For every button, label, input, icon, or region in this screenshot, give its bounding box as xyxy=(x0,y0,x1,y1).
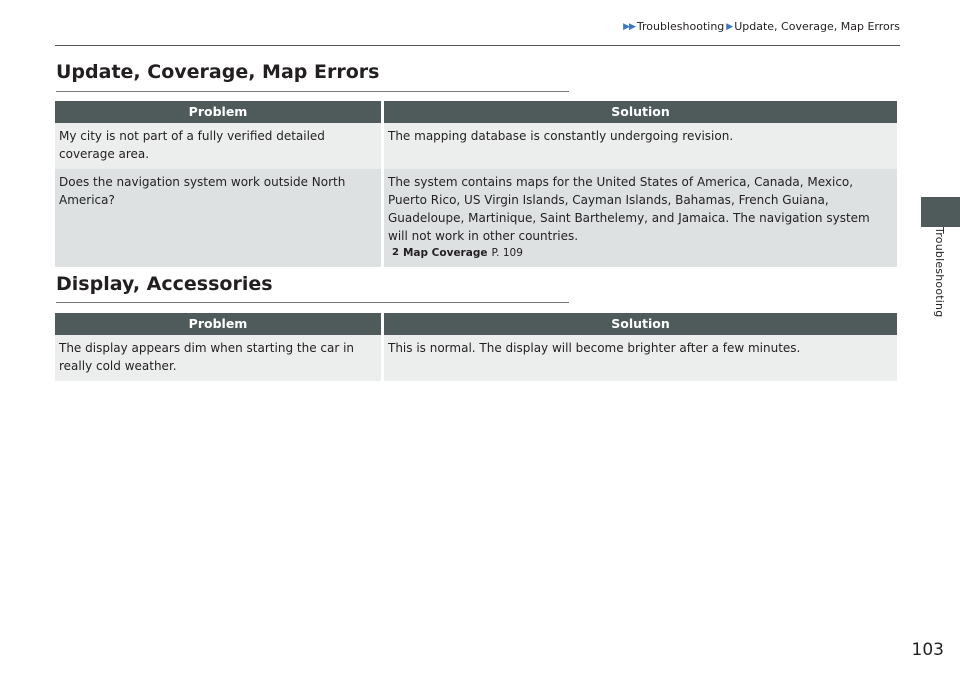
solution-text: The system contains maps for the United States of America, Canada, Mexico, Puerto Rico, US Virgin Islands, Cayman Islands, Bahamas, French Guiana, Guadeloupe, Martinique, Saint Barthelemy, and Jamaica. The navigation system will not work in other countries. xyxy=(388,175,870,243)
problem-cell: Does the navigation system work outside North America? xyxy=(55,169,384,267)
table-row xyxy=(55,169,897,267)
chapter-tab-marker[interactable] xyxy=(921,197,960,227)
solution-cell: The mapping database is constantly undergoing revision. xyxy=(384,123,897,169)
table-header-row xyxy=(55,101,897,123)
chapter-side-label: Troubleshooting xyxy=(933,227,946,318)
section-title-update-coverage: Update, Coverage, Map Errors xyxy=(56,61,380,83)
section-title-display-accessories: Display, Accessories xyxy=(56,273,273,295)
problem-cell: My city is not part of a fully verified detailed coverage area. xyxy=(55,123,384,169)
column-header-problem: Problem xyxy=(55,101,384,123)
column-header-solution: Solution xyxy=(384,101,897,123)
breadcrumb xyxy=(623,20,900,33)
page-number: 103 xyxy=(911,640,944,660)
section-title-underline xyxy=(56,91,569,92)
solution-cell: This is normal. The display will become brighter after a few minutes. xyxy=(384,335,897,381)
table-row xyxy=(55,123,897,169)
troubleshooting-table-map xyxy=(55,101,897,267)
table-row xyxy=(55,335,897,381)
header-divider xyxy=(55,45,900,46)
column-header-solution: Solution xyxy=(384,313,897,335)
breadcrumb-page: Update, Coverage, Map Errors xyxy=(734,20,900,33)
troubleshooting-table-display xyxy=(55,313,897,381)
table-header-row xyxy=(55,313,897,335)
reference-page: P. 109 xyxy=(491,247,523,259)
column-header-problem: Problem xyxy=(55,313,384,335)
solution-cell xyxy=(384,169,897,267)
reference-arrow-icon: 2 xyxy=(392,247,399,258)
double-arrow-icon: ▶▶ xyxy=(623,21,635,32)
breadcrumb-section[interactable]: Troubleshooting xyxy=(636,20,725,33)
reference-title: Map Coverage xyxy=(402,247,488,259)
section-title-underline xyxy=(56,302,569,303)
cross-reference-link[interactable] xyxy=(392,245,893,261)
arrow-icon: ▶ xyxy=(726,21,733,32)
problem-cell: The display appears dim when starting the car in really cold weather. xyxy=(55,335,384,381)
